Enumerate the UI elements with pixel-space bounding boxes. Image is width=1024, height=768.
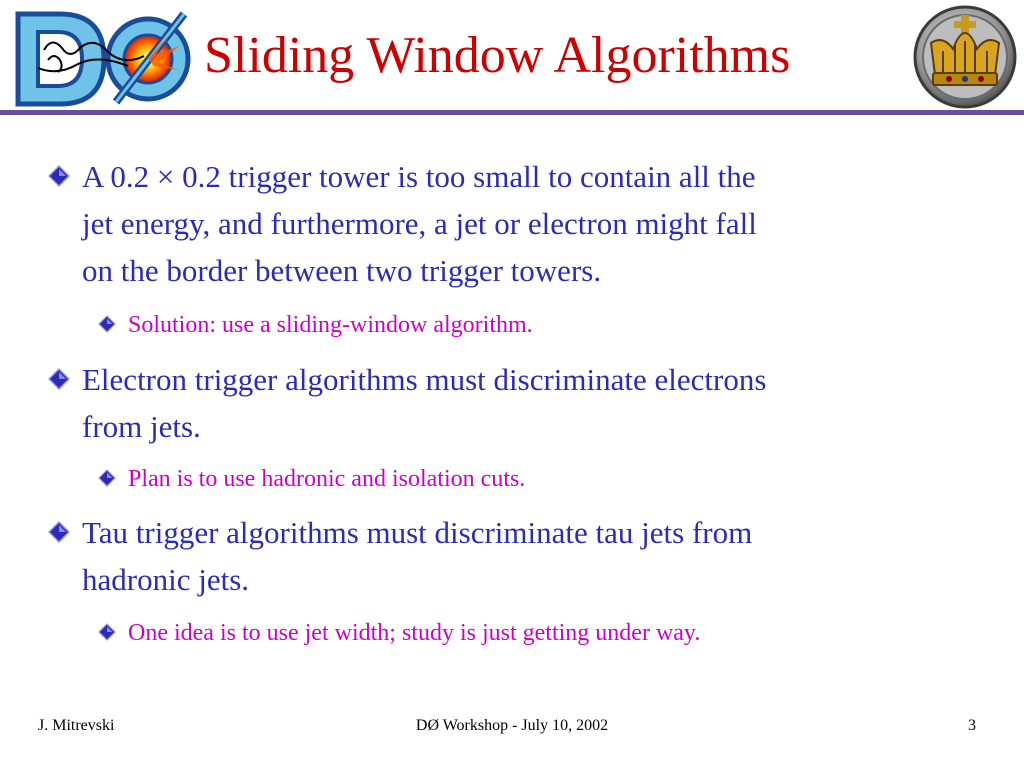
footer-page-number: 3 xyxy=(968,717,976,734)
diamond-bullet-icon xyxy=(48,165,70,187)
bullet-line: from jets. xyxy=(82,409,201,444)
bullet-item xyxy=(82,509,752,603)
bullet-line: A 0.2 × 0.2 trigger tower is too small to contain all the xyxy=(82,159,756,194)
bullet-item xyxy=(82,356,766,450)
bullet-item xyxy=(82,153,757,294)
sub-bullet-line: One idea is to use jet width; study is just getting under way. xyxy=(128,620,701,646)
bullet-line: Electron trigger algorithms must discriminate electrons xyxy=(82,362,767,397)
sub-bullet-item xyxy=(128,464,525,494)
bullet-line: on the border between two trigger towers. xyxy=(82,253,602,288)
diamond-sub-bullet-icon xyxy=(98,623,116,641)
bullet-line: jet energy, and furthermore, a jet or electron might fall xyxy=(82,206,757,241)
sub-bullet-item xyxy=(128,618,700,648)
sub-bullet-line: Solution: use a sliding-window algorithm. xyxy=(128,312,533,338)
diamond-bullet-icon xyxy=(48,368,70,390)
sub-bullet-line: Plan is to use hadronic and isolation cuts. xyxy=(128,466,526,492)
diamond-bullet-icon xyxy=(48,521,70,543)
diamond-sub-bullet-icon xyxy=(98,469,116,487)
bullet-line: Tau trigger algorithms must discriminate tau jets from xyxy=(82,515,753,550)
footer-author: J. Mitrevski xyxy=(38,717,115,734)
diamond-sub-bullet-icon xyxy=(98,315,116,333)
bullet-line: hadronic jets. xyxy=(82,562,250,597)
footer-event: DØ Workshop - July 10, 2002 xyxy=(415,717,609,734)
slide-title: Sliding Window Algorithms xyxy=(204,27,791,84)
sub-bullet-item xyxy=(128,310,533,340)
